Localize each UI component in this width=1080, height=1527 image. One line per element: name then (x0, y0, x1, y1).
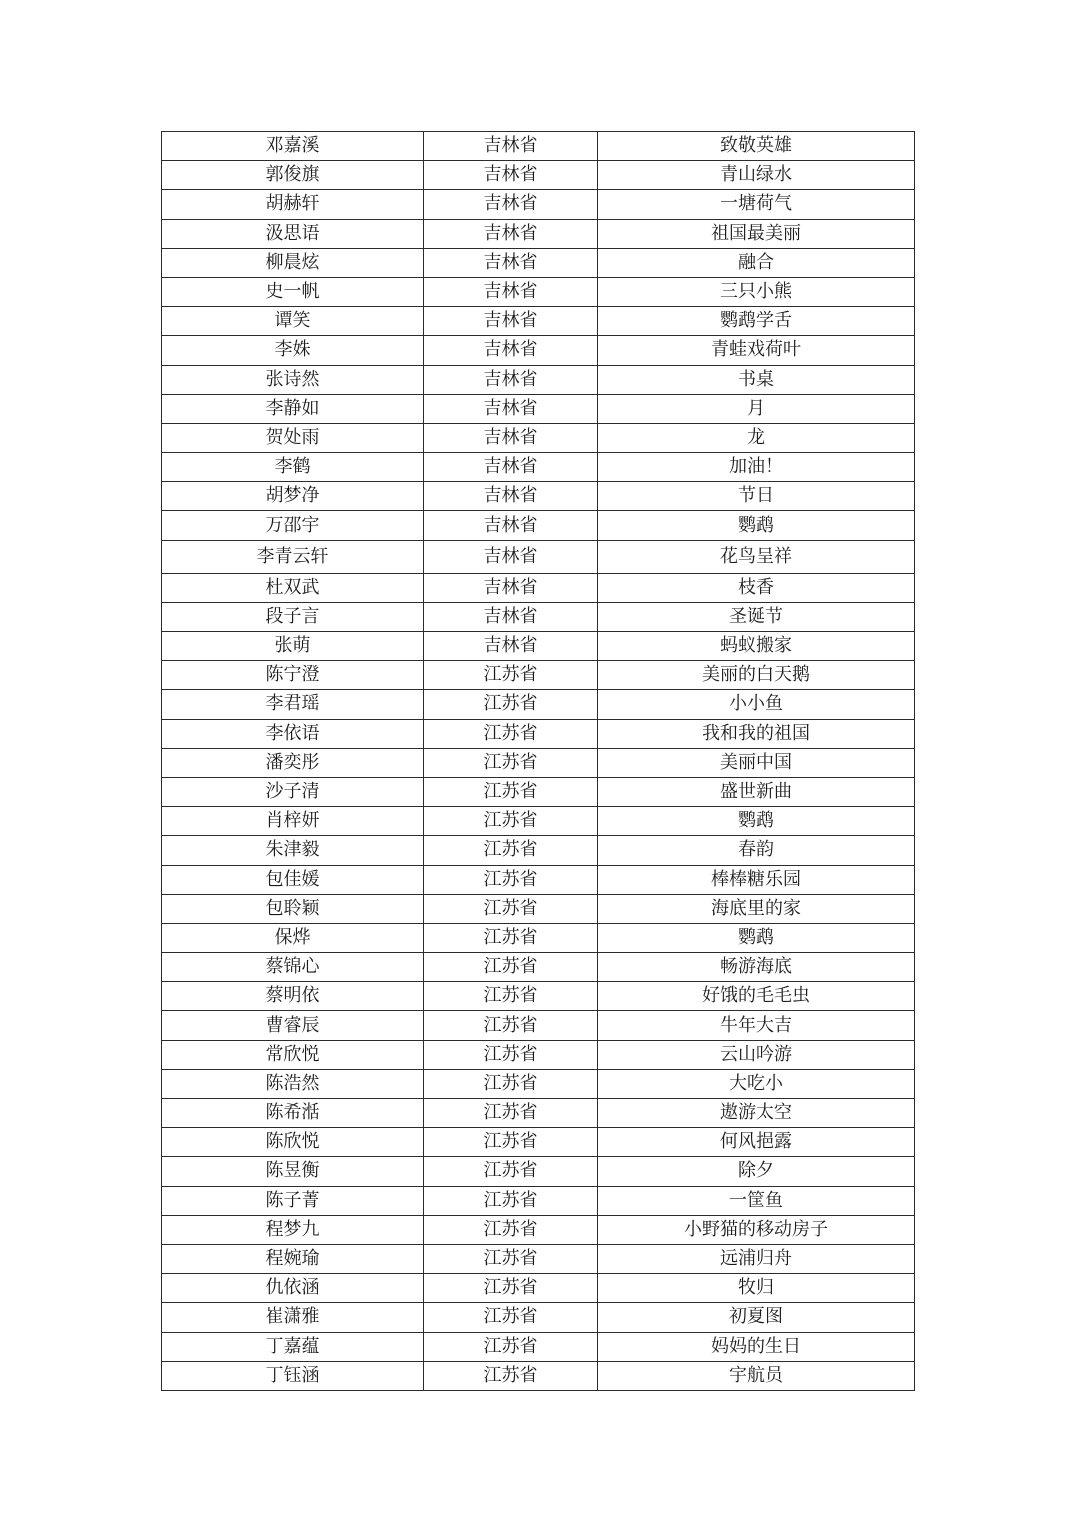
table-row (162, 894, 915, 923)
name-cell: 陈浩然 (162, 1069, 424, 1098)
title-cell: 节日 (598, 482, 915, 511)
entries-table-body (162, 132, 915, 1391)
name-cell: 张诗然 (162, 365, 424, 394)
title-cell: 三只小熊 (598, 277, 915, 306)
title-cell: 除夕 (598, 1157, 915, 1186)
title-cell: 蚂蚁搬家 (598, 632, 915, 661)
table-row (162, 632, 915, 661)
table-row (162, 1274, 915, 1303)
province-cell: 吉林省 (424, 482, 598, 511)
table-row (162, 602, 915, 631)
name-cell: 蔡锦心 (162, 953, 424, 982)
province-cell: 吉林省 (424, 132, 598, 161)
table-row (162, 511, 915, 540)
name-cell: 贺处雨 (162, 423, 424, 452)
province-cell: 吉林省 (424, 161, 598, 190)
name-cell: 李依语 (162, 719, 424, 748)
province-cell: 江苏省 (424, 836, 598, 865)
province-cell: 吉林省 (424, 336, 598, 365)
name-cell: 潘奕彤 (162, 748, 424, 777)
name-cell: 蔡明依 (162, 982, 424, 1011)
table-row (162, 719, 915, 748)
table-row (162, 161, 915, 190)
table-row (162, 690, 915, 719)
province-cell: 吉林省 (424, 540, 598, 573)
name-cell: 李静如 (162, 394, 424, 423)
province-cell: 江苏省 (424, 719, 598, 748)
name-cell: 李君瑶 (162, 690, 424, 719)
table-row (162, 836, 915, 865)
table-row (162, 190, 915, 219)
title-cell: 我和我的祖国 (598, 719, 915, 748)
title-cell: 牧归 (598, 1274, 915, 1303)
table-row (162, 1303, 915, 1332)
province-cell: 吉林省 (424, 602, 598, 631)
table-row (162, 1128, 915, 1157)
province-cell: 江苏省 (424, 807, 598, 836)
province-cell: 江苏省 (424, 923, 598, 952)
name-cell: 陈昱衡 (162, 1157, 424, 1186)
title-cell: 枝香 (598, 573, 915, 602)
name-cell: 李姝 (162, 336, 424, 365)
title-cell: 祖国最美丽 (598, 219, 915, 248)
name-cell: 包佳媛 (162, 865, 424, 894)
name-cell: 杜双武 (162, 573, 424, 602)
province-cell: 吉林省 (424, 248, 598, 277)
title-cell: 鹦鹉 (598, 807, 915, 836)
province-cell: 江苏省 (424, 1332, 598, 1361)
table-row (162, 807, 915, 836)
table-row (162, 777, 915, 806)
table-row (162, 748, 915, 777)
table-row (162, 307, 915, 336)
name-cell: 丁嘉蕴 (162, 1332, 424, 1361)
title-cell: 青山绿水 (598, 161, 915, 190)
name-cell: 陈欣悦 (162, 1128, 424, 1157)
name-cell: 保烨 (162, 923, 424, 952)
title-cell: 远浦归舟 (598, 1244, 915, 1273)
title-cell: 一筐鱼 (598, 1186, 915, 1215)
title-cell: 云山吟游 (598, 1040, 915, 1069)
name-cell: 常欣悦 (162, 1040, 424, 1069)
province-cell: 江苏省 (424, 661, 598, 690)
province-cell: 吉林省 (424, 423, 598, 452)
table-row (162, 365, 915, 394)
table-row (162, 982, 915, 1011)
province-cell: 江苏省 (424, 1274, 598, 1303)
entries-table (161, 131, 915, 1391)
table-row (162, 248, 915, 277)
province-cell: 江苏省 (424, 894, 598, 923)
title-cell: 圣诞节 (598, 602, 915, 631)
name-cell: 邓嘉溪 (162, 132, 424, 161)
province-cell: 江苏省 (424, 777, 598, 806)
table-row (162, 423, 915, 452)
table-row (162, 1040, 915, 1069)
province-cell: 吉林省 (424, 277, 598, 306)
province-cell: 江苏省 (424, 1157, 598, 1186)
province-cell: 吉林省 (424, 365, 598, 394)
title-cell: 龙 (598, 423, 915, 452)
table-row (162, 1069, 915, 1098)
table-row (162, 1099, 915, 1128)
name-cell: 李青云轩 (162, 540, 424, 573)
name-cell: 程梦九 (162, 1215, 424, 1244)
province-cell: 江苏省 (424, 865, 598, 894)
title-cell: 何风挹露 (598, 1128, 915, 1157)
province-cell: 吉林省 (424, 219, 598, 248)
title-cell: 鹦鹉学舌 (598, 307, 915, 336)
table-row (162, 661, 915, 690)
title-cell: 盛世新曲 (598, 777, 915, 806)
name-cell: 程婉瑜 (162, 1244, 424, 1273)
province-cell: 江苏省 (424, 1244, 598, 1273)
title-cell: 月 (598, 394, 915, 423)
title-cell: 春韵 (598, 836, 915, 865)
name-cell: 仇依涵 (162, 1274, 424, 1303)
title-cell: 鹦鹉 (598, 923, 915, 952)
name-cell: 丁钰涵 (162, 1361, 424, 1390)
name-cell: 汲思语 (162, 219, 424, 248)
table-row (162, 1361, 915, 1390)
name-cell: 崔潇雅 (162, 1303, 424, 1332)
name-cell: 李鹤 (162, 453, 424, 482)
table-row (162, 953, 915, 982)
title-cell: 青蛙戏荷叶 (598, 336, 915, 365)
title-cell: 一塘荷气 (598, 190, 915, 219)
name-cell: 陈希湉 (162, 1099, 424, 1128)
title-cell: 牛年大吉 (598, 1011, 915, 1040)
province-cell: 江苏省 (424, 1040, 598, 1069)
province-cell: 江苏省 (424, 690, 598, 719)
title-cell: 好饿的毛毛虫 (598, 982, 915, 1011)
province-cell: 江苏省 (424, 1099, 598, 1128)
name-cell: 曹睿辰 (162, 1011, 424, 1040)
province-cell: 吉林省 (424, 307, 598, 336)
table-row (162, 923, 915, 952)
title-cell: 融合 (598, 248, 915, 277)
table-row (162, 865, 915, 894)
title-cell: 鹦鹉 (598, 511, 915, 540)
province-cell: 江苏省 (424, 1303, 598, 1332)
table-row (162, 453, 915, 482)
name-cell: 史一帆 (162, 277, 424, 306)
table-row (162, 1157, 915, 1186)
title-cell: 棒棒糖乐园 (598, 865, 915, 894)
province-cell: 江苏省 (424, 1361, 598, 1390)
table-row (162, 1011, 915, 1040)
name-cell: 陈宁澄 (162, 661, 424, 690)
table-row (162, 132, 915, 161)
title-cell: 海底里的家 (598, 894, 915, 923)
title-cell: 书桌 (598, 365, 915, 394)
table-row (162, 1215, 915, 1244)
title-cell: 大吃小 (598, 1069, 915, 1098)
table-row (162, 1332, 915, 1361)
table-row (162, 394, 915, 423)
province-cell: 吉林省 (424, 573, 598, 602)
province-cell: 吉林省 (424, 632, 598, 661)
province-cell: 江苏省 (424, 1128, 598, 1157)
table-row (162, 1186, 915, 1215)
table-row (162, 540, 915, 573)
table-row (162, 219, 915, 248)
title-cell: 美丽的白天鹅 (598, 661, 915, 690)
name-cell: 胡赫轩 (162, 190, 424, 219)
name-cell: 郭俊旗 (162, 161, 424, 190)
province-cell: 吉林省 (424, 511, 598, 540)
table-row (162, 482, 915, 511)
province-cell: 江苏省 (424, 748, 598, 777)
title-cell: 花鸟呈祥 (598, 540, 915, 573)
name-cell: 段子言 (162, 602, 424, 631)
title-cell: 畅游海底 (598, 953, 915, 982)
title-cell: 致敬英雄 (598, 132, 915, 161)
table-row (162, 1244, 915, 1273)
name-cell: 柳晨炫 (162, 248, 424, 277)
name-cell: 包聆颖 (162, 894, 424, 923)
name-cell: 谭笑 (162, 307, 424, 336)
title-cell: 遨游太空 (598, 1099, 915, 1128)
title-cell: 加油！ (598, 453, 915, 482)
title-cell: 宇航员 (598, 1361, 915, 1390)
province-cell: 吉林省 (424, 394, 598, 423)
title-cell: 美丽中国 (598, 748, 915, 777)
title-cell: 小小鱼 (598, 690, 915, 719)
title-cell: 小野猫的移动房子 (598, 1215, 915, 1244)
name-cell: 朱津毅 (162, 836, 424, 865)
province-cell: 江苏省 (424, 1011, 598, 1040)
province-cell: 江苏省 (424, 1069, 598, 1098)
name-cell: 陈子菁 (162, 1186, 424, 1215)
table-row (162, 336, 915, 365)
title-cell: 初夏图 (598, 1303, 915, 1332)
province-cell: 吉林省 (424, 190, 598, 219)
province-cell: 江苏省 (424, 953, 598, 982)
name-cell: 张萌 (162, 632, 424, 661)
name-cell: 胡梦净 (162, 482, 424, 511)
province-cell: 江苏省 (424, 1186, 598, 1215)
name-cell: 万邵宇 (162, 511, 424, 540)
title-cell: 妈妈的生日 (598, 1332, 915, 1361)
province-cell: 江苏省 (424, 1215, 598, 1244)
province-cell: 吉林省 (424, 453, 598, 482)
name-cell: 沙子清 (162, 777, 424, 806)
table-row (162, 573, 915, 602)
table-row (162, 277, 915, 306)
province-cell: 江苏省 (424, 982, 598, 1011)
name-cell: 肖梓妍 (162, 807, 424, 836)
